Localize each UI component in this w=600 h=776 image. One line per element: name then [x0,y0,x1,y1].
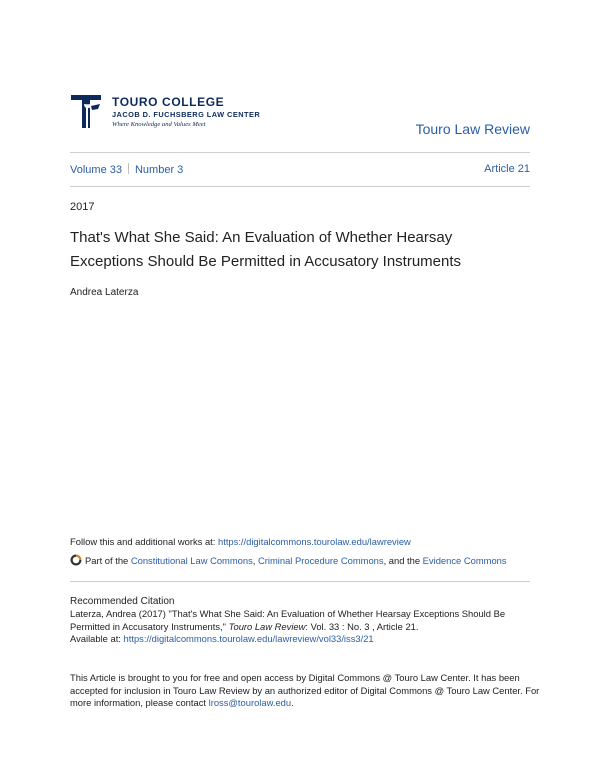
separator [128,163,129,174]
divider-middle [70,186,530,187]
access-notice-end: . [291,697,294,708]
criminal-procedure-commons-link[interactable]: Criminal Procedure Commons [258,555,384,566]
logo-name: TOURO COLLEGE [112,95,225,109]
volume-link[interactable]: Volume 33 [70,164,122,176]
citation-journal: Touro Law Review [228,620,306,632]
separator-text: , [252,555,259,566]
evidence-commons-link[interactable]: Evidence Commons [422,555,507,566]
divider-top [70,152,530,153]
journal-name-link[interactable]: Touro Law Review [415,121,530,137]
logo-tagline: Where Knowledge and Values Meet [112,121,206,128]
article-title [70,226,540,274]
separator-text: , and the [383,555,423,566]
article-link[interactable]: Article 21 [484,163,530,175]
logo-subtitle: JACOB D. FUCHSBERG LAW CENTER [112,110,261,119]
article-url-link[interactable]: https://digitalcommons.tourolaw.edu/lawreview/vol33/iss3/21 [123,633,374,644]
issue-info [70,163,530,176]
available-prefix: Available at: [70,633,124,644]
publication-year: 2017 [70,201,95,213]
touro-logo-mark-icon [71,95,101,128]
contact-email-link[interactable]: lross@tourolaw.edu [208,697,292,708]
logo-text [112,96,260,129]
number-link[interactable]: Number 3 [134,164,184,176]
access-notice [70,672,540,710]
part-of-line [70,554,507,568]
author-name: Andrea Laterza [70,287,139,298]
citation-text: Laterza, Andrea (2017) "That's What She Said: An Evaluation of Whether Hearsay Exceptions Should Be Permitted in Accusatory Instruments," [70,608,506,632]
follow-prefix: Follow this and additional works at: [70,536,218,547]
title-line-2: Exceptions Should Be Permitted in Accusatory Instruments [70,253,462,270]
follow-line [70,536,411,549]
open-access-icon [70,554,82,566]
constitutional-law-commons-link[interactable]: Constitutional Law Commons [130,555,253,566]
title-line-1: That's What She Said: An Evaluation of Whether Hearsay [70,229,453,246]
part-of-prefix: Part of the [85,555,131,566]
recommended-citation-heading: Recommended Citation [70,596,175,607]
citation-volume: : Vol. 33 : No. 3 , Article 21. [305,620,419,632]
access-notice-text: This Article is brought to you for free and open access by Digital Commons @ Touro Law Center. It has been accepted for inclusion in Touro Law Review by an authorized editor of Digital Commons @ Touro Law Center. For more information, please contact [70,672,540,708]
follow-url-link[interactable]: https://digitalcommons.tourolaw.edu/lawreview [218,536,411,547]
recommended-citation [70,608,540,646]
divider-bottom [70,581,530,582]
